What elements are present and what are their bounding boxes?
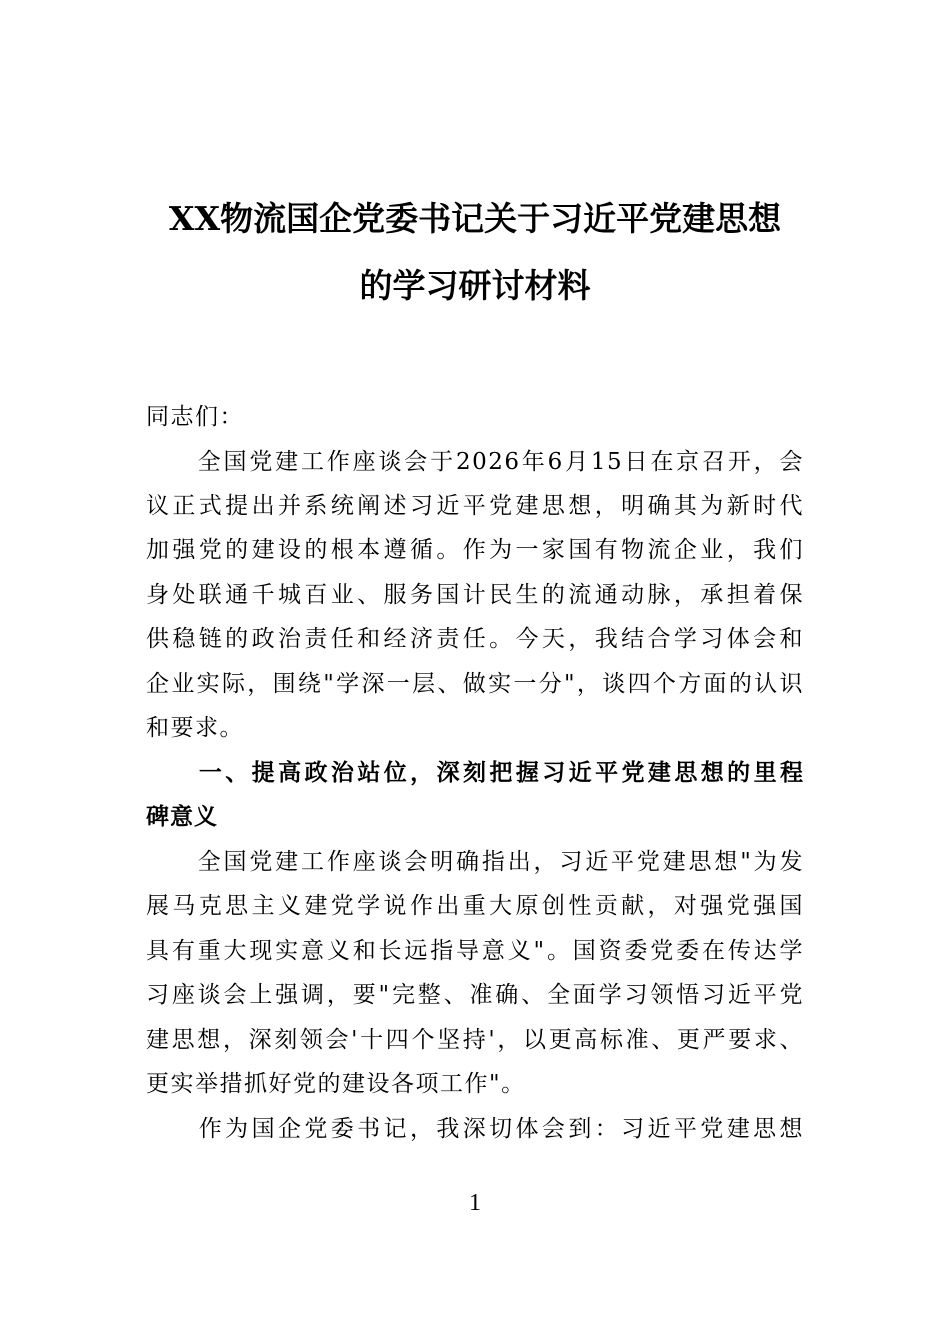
paragraph-line: 展马克思主义建党学说作出重大原创性贡献，对强党强国: [146, 893, 804, 919]
document-title-line-1: XX物流国企党委书记关于习近平党建思想: [168, 199, 782, 238]
paragraph-line: 身处联通千城百业、服务国计民生的流通动脉，承担着保: [146, 582, 804, 608]
page-number: 1: [469, 1190, 481, 1216]
paragraph-line: 习座谈会上强调，要"完整、准确、全面学习领悟习近平党: [146, 982, 804, 1008]
paragraph-line: 企业实际，围绕"学深一层、做实一分"，谈四个方面的认识: [146, 671, 804, 697]
document-title-line-2: 的学习研讨材料: [359, 266, 591, 305]
paragraph-line: 全国党建工作座谈会明确指出，习近平党建思想"为发: [146, 849, 804, 875]
paragraph-line: 具有重大现实意义和长远指导意义"。国资委党委在传达学: [146, 938, 804, 964]
paragraph-line: 建思想，深刻领会'十四个坚持'，以更高标准、更严要求、: [146, 1027, 804, 1053]
salutation: 同志们：: [146, 404, 244, 430]
paragraph-line: 议正式提出并系统阐述习近平党建思想，明确其为新时代: [146, 493, 804, 519]
paragraph-line: 作为国企党委书记，我深切体会到：习近平党建思想: [146, 1116, 804, 1142]
paragraph-line: 和要求。: [146, 715, 244, 741]
section-heading-line: 一、提高政治站位，深刻把握习近平党建思想的里程: [146, 760, 804, 786]
paragraph-line: 更实举措抓好党的建设各项工作"。: [146, 1071, 526, 1097]
paragraph-line: 加强党的建设的根本遵循。作为一家国有物流企业，我们: [146, 537, 804, 563]
paragraph-line: 全国党建工作座谈会于2026年6月15日在京召开，会: [146, 449, 804, 475]
paragraph-line: 供稳链的政治责任和经济责任。今天，我结合学习体会和: [146, 626, 804, 652]
section-heading-line: 碑意义: [146, 804, 218, 830]
